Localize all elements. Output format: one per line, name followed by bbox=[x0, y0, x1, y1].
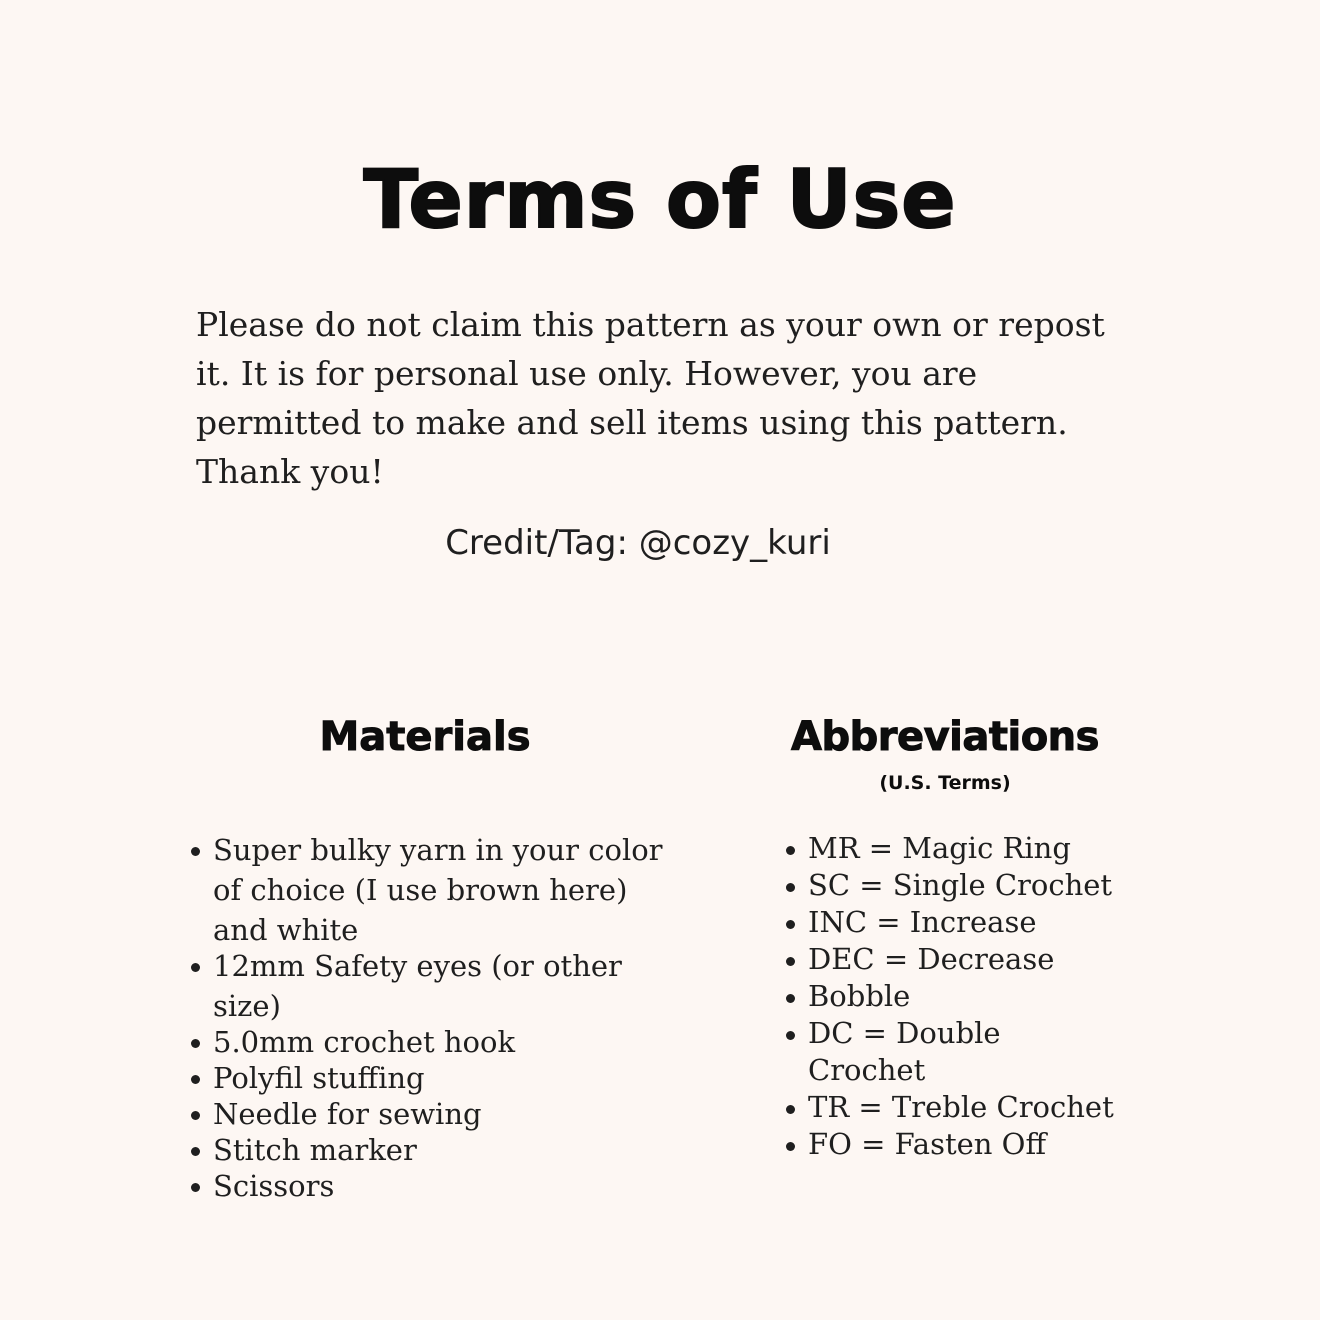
abbreviations-subheading: (U.S. Terms) bbox=[879, 772, 1011, 794]
abbreviations-heading: Abbreviations bbox=[791, 714, 1099, 760]
list-item: 5.0mm crochet hook bbox=[191, 1022, 691, 1062]
list-item: Super bulky yarn in your color of choice (I use brown here) and white bbox=[191, 830, 691, 950]
list-item: SC = Single Crochet bbox=[786, 867, 1126, 904]
credit-tag: Credit/Tag: @cozy_kuri bbox=[445, 523, 831, 563]
list-item: DEC = Decrease bbox=[786, 941, 1126, 978]
list-item: Scissors bbox=[191, 1166, 691, 1206]
terms-paragraph: Please do not claim this pattern as your own or repost it. It is for personal use only. However, you are permitted to make and sell items using this pattern. Thank you! bbox=[196, 305, 1105, 491]
list-item: Needle for sewing bbox=[191, 1094, 691, 1134]
materials-heading: Materials bbox=[319, 714, 531, 760]
abbreviations-list bbox=[786, 830, 1126, 1163]
page-title: Terms of Use bbox=[363, 153, 957, 246]
list-item: DC = Double Crochet bbox=[786, 1015, 1126, 1089]
list-item: Polyfil stuffing bbox=[191, 1058, 691, 1098]
list-item: FO = Fasten Off bbox=[786, 1126, 1126, 1163]
list-item: TR = Treble Crochet bbox=[786, 1089, 1126, 1126]
list-item: 12mm Safety eyes (or other size) bbox=[191, 946, 691, 1026]
list-item: INC = Increase bbox=[786, 904, 1126, 941]
list-item: Stitch marker bbox=[191, 1130, 691, 1170]
list-item: MR = Magic Ring bbox=[786, 830, 1126, 867]
list-item: Bobble bbox=[786, 978, 1126, 1015]
materials-list bbox=[191, 830, 691, 1202]
